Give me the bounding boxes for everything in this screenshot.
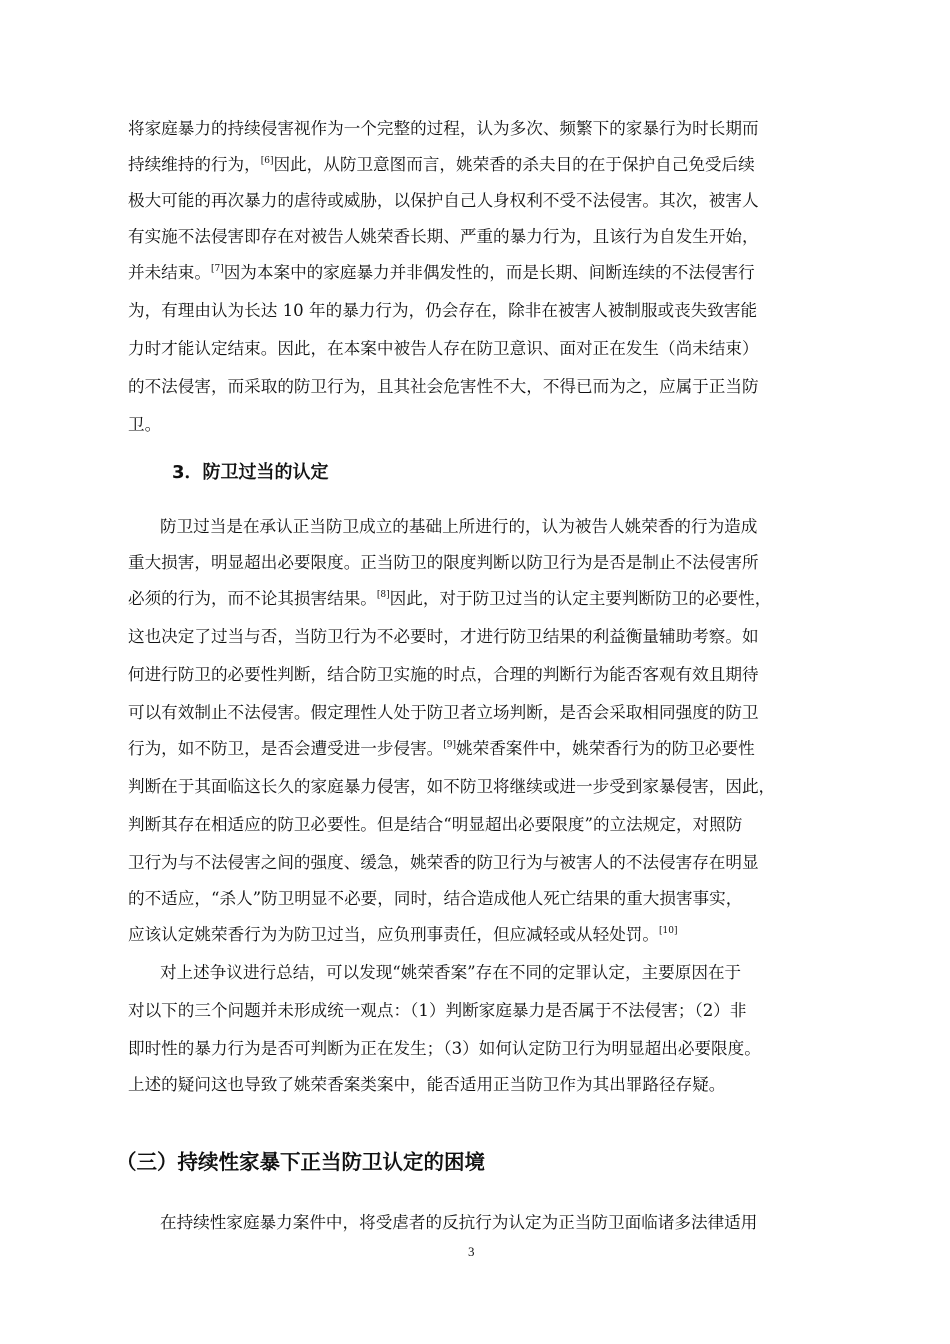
section-heading: 3．防卫过当的认定 bbox=[172, 462, 329, 483]
page-number: 3 bbox=[468, 1244, 475, 1259]
citation-ref: [8] bbox=[376, 590, 390, 600]
text-line: 判断其存在相适应的防卫必要性。但是结合“明显超出必要限度”的立法规定，对照防 bbox=[128, 815, 743, 834]
text-line: 即时性的暴力行为是否可判断为正在发生；（3）如何认定防卫行为明显超出必要限度。 bbox=[128, 1039, 761, 1058]
citation-ref: [9] bbox=[443, 740, 457, 750]
text-line: 的不适应，“杀人”防卫明显不必要，同时，结合造成他人死亡结果的重大损害事实， bbox=[128, 889, 743, 908]
text-line: 将家庭暴力的持续侵害视作为一个完整的过程，认为多次、频繁下的家暴行为时长期而 bbox=[128, 119, 759, 138]
text-line: 对以下的三个问题并未形成统一观点：（1）判断家庭暴力是否属于不法侵害；（2）非 bbox=[128, 1001, 747, 1020]
text-line: 重大损害，明显超出必要限度。正当防卫的限度判断以防卫行为是否是制止不法侵害所 bbox=[128, 553, 759, 572]
text-line: 极大可能的再次暴力的虐待或威胁，以保护自己人身权利不受不法侵害。其次，被害人 bbox=[128, 191, 759, 210]
text-line: 为，有理由认为长达 10 年的暴力行为，仍会存在，除非在被害人被制服或丧失致害能 bbox=[128, 301, 758, 320]
text-line: 应该认定姚荣香行为为防卫过当，应负刑事责任，但应减轻或从轻处罚。[10] bbox=[128, 925, 678, 944]
text-line: 在持续性家庭暴力案件中，将受虐者的反抗行为认定为正当防卫面临诸多法律适用 bbox=[160, 1213, 758, 1232]
text-line: 何进行防卫的必要性判断，结合防卫实施的时点，合理的判断行为能否客观有效且期待 bbox=[128, 665, 759, 684]
citation-ref: [7] bbox=[210, 264, 224, 274]
citation-ref: [6] bbox=[260, 156, 274, 166]
text-line: 卫行为与不法侵害之间的强度、缓急，姚荣香的防卫行为与被害人的不法侵害存在明显 bbox=[128, 853, 759, 872]
text-line: 对上述争议进行总结，可以发现“姚荣香案”存在不同的定罪认定，主要原因在于 bbox=[160, 963, 742, 982]
text-line: 防卫过当是在承认正当防卫成立的基础上所进行的，认为被告人姚荣香的行为造成 bbox=[160, 517, 758, 536]
text-line: 可以有效制止不法侵害。假定理性人处于防卫者立场判断，是否会采取相同强度的防卫 bbox=[128, 703, 759, 722]
text-line: 并未结束。[7]因为本案中的家庭暴力并非偶发性的，而是长期、间断连续的不法侵害行 bbox=[128, 263, 755, 282]
text-line: 力时才能认定结束。因此，在本案中被告人存在防卫意识、面对正在发生（尚未结束） bbox=[128, 339, 759, 358]
text-line: 判断在于其面临这长久的家庭暴力侵害，如不防卫将继续或进一步受到家暴侵害，因此， bbox=[128, 777, 776, 796]
text-line: 行为，如不防卫，是否会遭受进一步侵害。[9]姚荣香案件中，姚荣香行为的防卫必要性 bbox=[128, 739, 755, 758]
text-line: 上述的疑问这也导致了姚荣香案类案中，能否适用正当防卫作为其出罪路径存疑。 bbox=[128, 1075, 726, 1094]
text-line: 有实施不法侵害即存在对被告人姚荣香长期、严重的暴力行为，且该行为自发生开始， bbox=[128, 227, 759, 246]
citation-ref: [10] bbox=[659, 926, 678, 936]
text-line: 这也决定了过当与否，当防卫行为不必要时，才进行防卫结果的利益衡量辅助考察。如 bbox=[128, 627, 759, 646]
text-line: 的不法侵害，而采取的防卫行为，且其社会危害性不大，不得已而为之，应属于正当防 bbox=[128, 377, 759, 396]
text-line: 持续维持的行为，[6]因此，从防卫意图而言，姚荣香的杀夫目的在于保护自己免受后续 bbox=[128, 155, 755, 174]
subsection-heading: （三）持续性家暴下正当防卫认定的困境 bbox=[116, 1150, 485, 1174]
text-line: 必须的行为，而不论其损害结果。[8]因此，对于防卫过当的认定主要判断防卫的必要性， bbox=[128, 589, 772, 608]
text-line: 卫。 bbox=[128, 415, 162, 434]
